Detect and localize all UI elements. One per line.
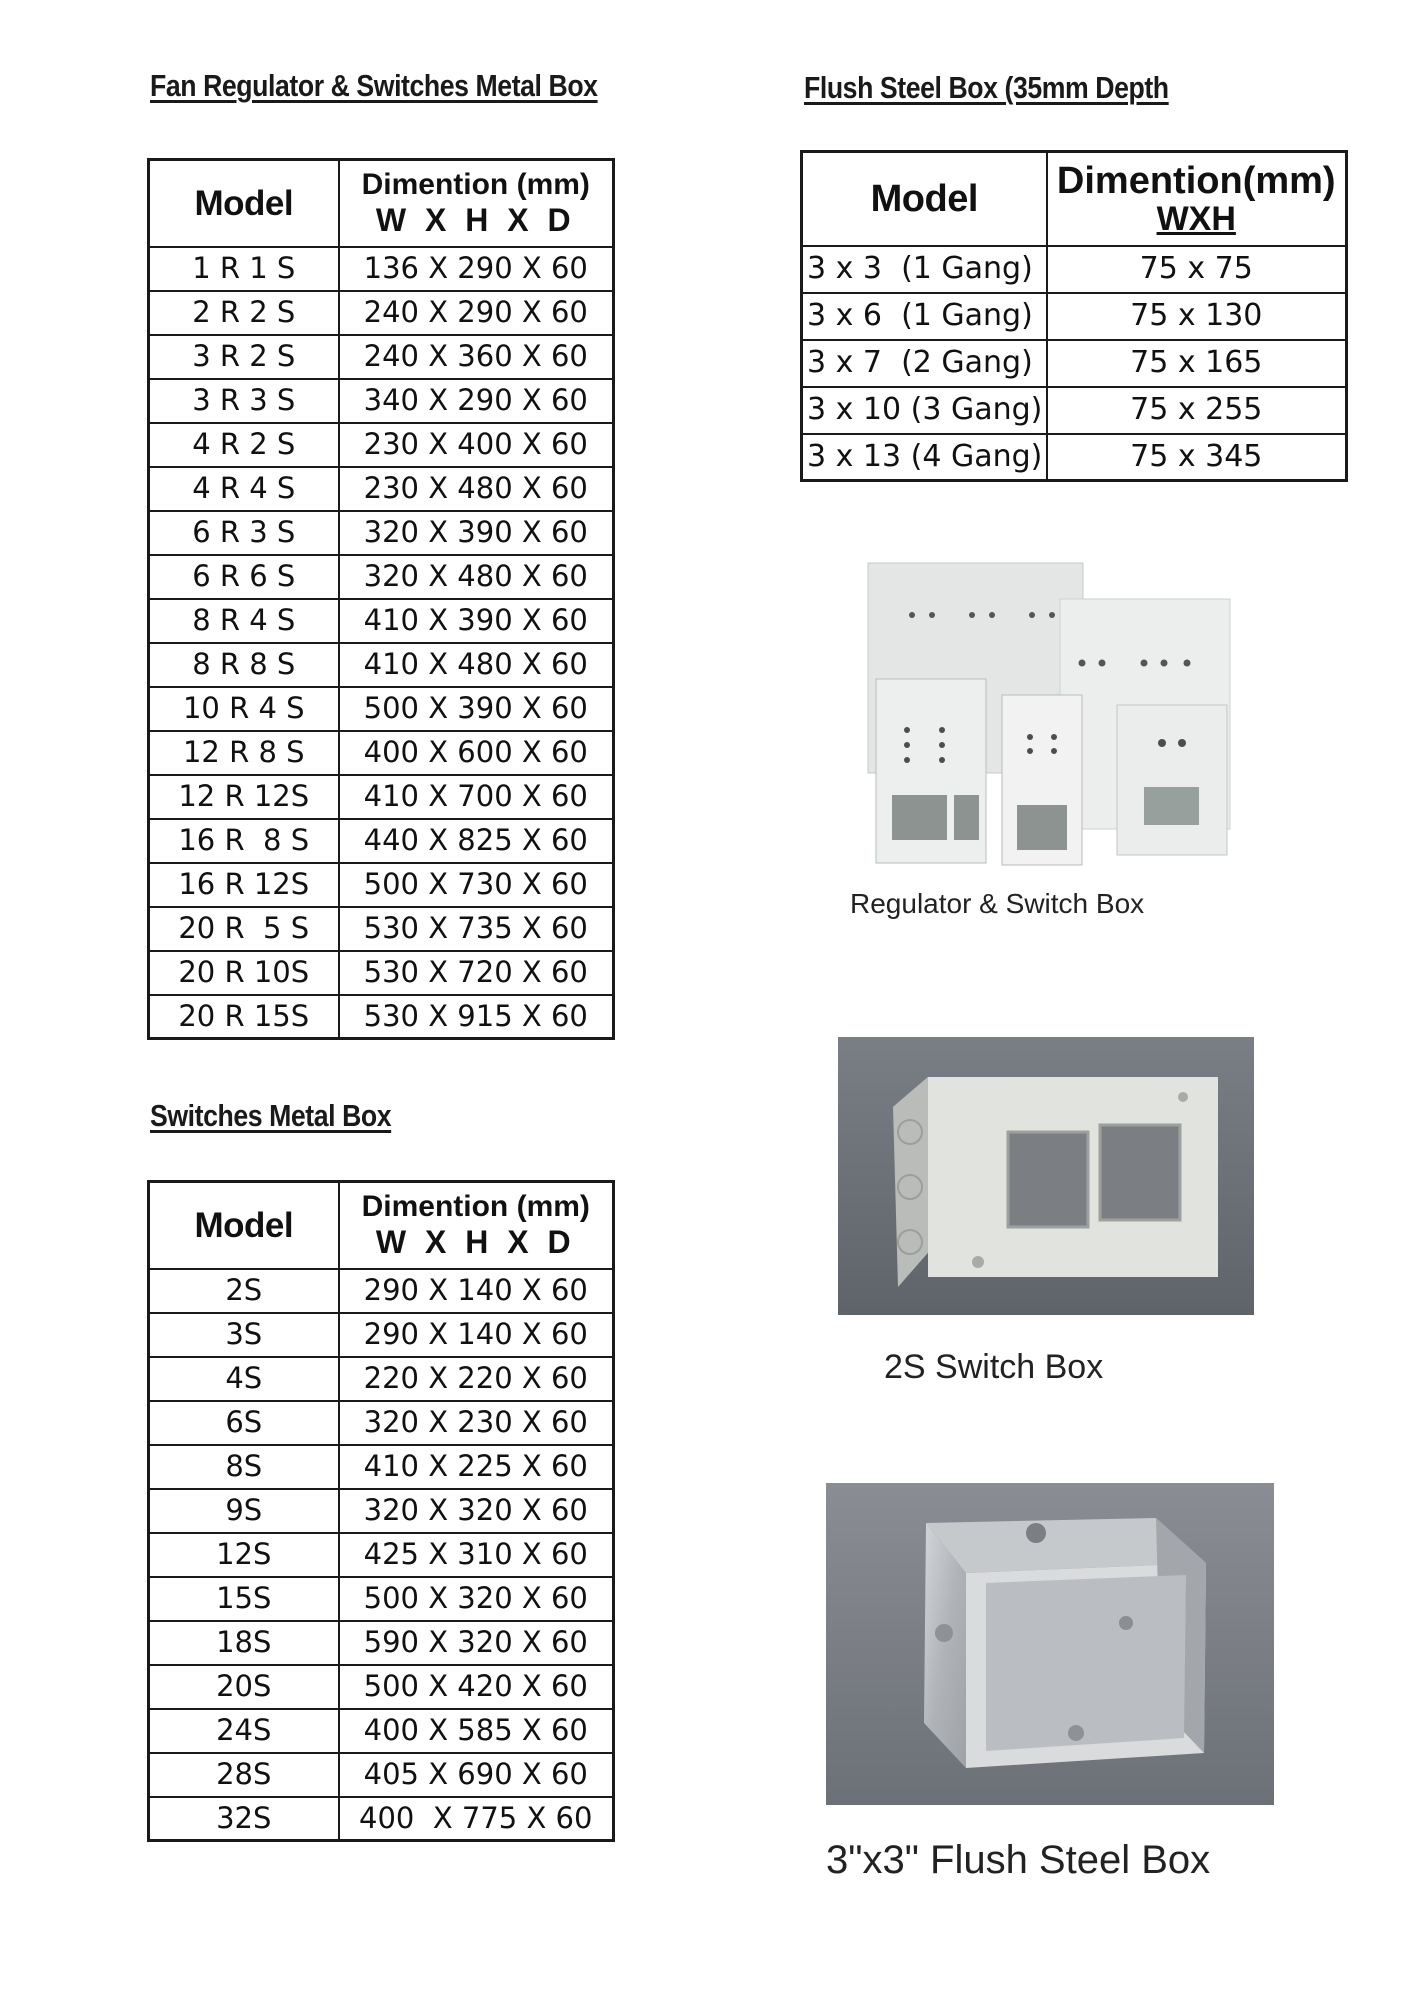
dimension-cell: 500 X 730 X 60 [339, 863, 614, 907]
dimension-cell: 590 X 320 X 60 [339, 1621, 614, 1665]
model-cell: 6S [149, 1401, 339, 1445]
model-cell: 12 R 12S [149, 775, 339, 819]
dimension-cell: 320 X 390 X 60 [339, 511, 614, 555]
model-cell: 3 x 13 (4 Gang) [802, 434, 1047, 481]
dimension-cell: 530 X 915 X 60 [339, 995, 614, 1039]
switch-box-2s-photo [838, 1037, 1254, 1315]
model-cell: 3 R 3 S [149, 379, 339, 423]
model-cell: 1 R 1 S [149, 247, 339, 291]
dimension-cell: 75 x 75 [1047, 246, 1347, 293]
model-cell: 18S [149, 1621, 339, 1665]
model-cell: 6 R 3 S [149, 511, 339, 555]
dimension-cell: 405 X 690 X 60 [339, 1753, 614, 1797]
model-cell: 16 R 12S [149, 863, 339, 907]
switches-metal-box-table [147, 1180, 615, 1842]
dimension-cell: 75 x 165 [1047, 340, 1347, 387]
model-cell: 3 x 7 (2 Gang) [802, 340, 1047, 387]
table-row [149, 1401, 614, 1445]
table-row [149, 1709, 614, 1753]
dimension-cell: 290 X 140 X 60 [339, 1313, 614, 1357]
model-cell: 12 R 8 S [149, 731, 339, 775]
model-cell: 3 x 10 (3 Gang) [802, 387, 1047, 434]
table-row [149, 731, 614, 775]
model-header: Model [802, 152, 1047, 246]
model-cell: 20 R 5 S [149, 907, 339, 951]
table-row [149, 423, 614, 467]
dimension-header: Dimention (mm) W X H X D [339, 160, 614, 247]
fan-regulator-heading: Fan Regulator & Switches Metal Box [150, 68, 598, 103]
table-row [802, 340, 1347, 387]
flush-steel-box-photo [826, 1483, 1274, 1805]
model-cell: 2S [149, 1269, 339, 1313]
flush-steel-box-caption: 3"x3" Flush Steel Box [826, 1838, 1211, 1882]
table-row [149, 511, 614, 555]
model-cell: 4 R 2 S [149, 423, 339, 467]
dimension-cell: 530 X 720 X 60 [339, 951, 614, 995]
table-row [149, 1313, 614, 1357]
model-header: Model [149, 1182, 339, 1269]
table-row [149, 995, 614, 1039]
model-cell: 2 R 2 S [149, 291, 339, 335]
dimension-cell: 220 X 220 X 60 [339, 1357, 614, 1401]
model-cell: 6 R 6 S [149, 555, 339, 599]
table-row [149, 1357, 614, 1401]
table-header-row [149, 1182, 614, 1269]
dimension-cell: 75 x 345 [1047, 434, 1347, 481]
dimension-cell: 530 X 735 X 60 [339, 907, 614, 951]
model-cell: 28S [149, 1753, 339, 1797]
model-cell: 20 R 10S [149, 951, 339, 995]
dimension-cell: 410 X 480 X 60 [339, 643, 614, 687]
flush-steel-box-heading: Flush Steel Box (35mm Depth [804, 70, 1169, 105]
table-row [149, 1533, 614, 1577]
dimension-header: Dimention(mm) WXH [1047, 152, 1347, 246]
table-row [149, 1269, 614, 1313]
table-row [802, 246, 1347, 293]
model-cell: 20S [149, 1665, 339, 1709]
dimension-cell: 410 X 700 X 60 [339, 775, 614, 819]
model-cell: 24S [149, 1709, 339, 1753]
switch-box-2s-caption: 2S Switch Box [884, 1348, 1104, 1386]
dimension-cell: 410 X 390 X 60 [339, 599, 614, 643]
model-cell: 3 x 3 (1 Gang) [802, 246, 1047, 293]
fan-regulator-table [147, 158, 615, 1040]
model-header: Model [149, 160, 339, 247]
dimension-cell: 136 X 290 X 60 [339, 247, 614, 291]
regulator-switch-box-photo [862, 555, 1262, 873]
model-cell: 32S [149, 1797, 339, 1841]
dimension-cell: 400 X 585 X 60 [339, 1709, 614, 1753]
table-row [149, 819, 614, 863]
model-cell: 8S [149, 1445, 339, 1489]
table-row [149, 907, 614, 951]
model-cell: 4 R 4 S [149, 467, 339, 511]
model-cell: 9S [149, 1489, 339, 1533]
table-header-row [149, 160, 614, 247]
table-row [149, 951, 614, 995]
table-row [149, 1753, 614, 1797]
dimension-cell: 75 x 255 [1047, 387, 1347, 434]
dimension-cell: 440 X 825 X 60 [339, 819, 614, 863]
dimension-cell: 320 X 480 X 60 [339, 555, 614, 599]
dimension-cell: 400 X 775 X 60 [339, 1797, 614, 1841]
dimension-cell: 75 x 130 [1047, 293, 1347, 340]
table-row [149, 379, 614, 423]
dimension-cell: 425 X 310 X 60 [339, 1533, 614, 1577]
table-row [149, 555, 614, 599]
table-row [149, 863, 614, 907]
table-row [149, 687, 614, 731]
dimension-cell: 230 X 400 X 60 [339, 423, 614, 467]
model-cell: 3 x 6 (1 Gang) [802, 293, 1047, 340]
table-row [802, 387, 1347, 434]
dimension-cell: 320 X 320 X 60 [339, 1489, 614, 1533]
switches-metal-box-heading: Switches Metal Box [150, 1098, 392, 1133]
table-row [149, 1489, 614, 1533]
model-cell: 4S [149, 1357, 339, 1401]
dimension-cell: 320 X 230 X 60 [339, 1401, 614, 1445]
dimension-cell: 500 X 390 X 60 [339, 687, 614, 731]
model-cell: 10 R 4 S [149, 687, 339, 731]
table-row [149, 775, 614, 819]
dimension-cell: 410 X 225 X 60 [339, 1445, 614, 1489]
model-cell: 8 R 8 S [149, 643, 339, 687]
table-row [149, 247, 614, 291]
dimension-cell: 400 X 600 X 60 [339, 731, 614, 775]
table-row [802, 293, 1347, 340]
model-cell: 8 R 4 S [149, 599, 339, 643]
dimension-cell: 290 X 140 X 60 [339, 1269, 614, 1313]
model-cell: 20 R 15S [149, 995, 339, 1039]
table-row [149, 599, 614, 643]
dimension-header: Dimention (mm) W X H X D [339, 1182, 614, 1269]
table-row [149, 291, 614, 335]
table-row [149, 1797, 614, 1841]
flush-steel-box-table [800, 150, 1348, 482]
dimension-cell: 240 X 360 X 60 [339, 335, 614, 379]
table-row [149, 335, 614, 379]
table-row [149, 1665, 614, 1709]
dimension-cell: 240 X 290 X 60 [339, 291, 614, 335]
model-cell: 3 R 2 S [149, 335, 339, 379]
model-cell: 12S [149, 1533, 339, 1577]
dimension-cell: 500 X 320 X 60 [339, 1577, 614, 1621]
table-header-row [802, 152, 1347, 246]
regulator-switch-box-caption: Regulator & Switch Box [850, 888, 1145, 919]
table-row [149, 467, 614, 511]
dimension-cell: 500 X 420 X 60 [339, 1665, 614, 1709]
table-row [149, 1445, 614, 1489]
table-row [802, 434, 1347, 481]
dimension-cell: 340 X 290 X 60 [339, 379, 614, 423]
table-row [149, 1577, 614, 1621]
table-row [149, 643, 614, 687]
model-cell: 3S [149, 1313, 339, 1357]
table-row [149, 1621, 614, 1665]
model-cell: 16 R 8 S [149, 819, 339, 863]
dimension-cell: 230 X 480 X 60 [339, 467, 614, 511]
model-cell: 15S [149, 1577, 339, 1621]
